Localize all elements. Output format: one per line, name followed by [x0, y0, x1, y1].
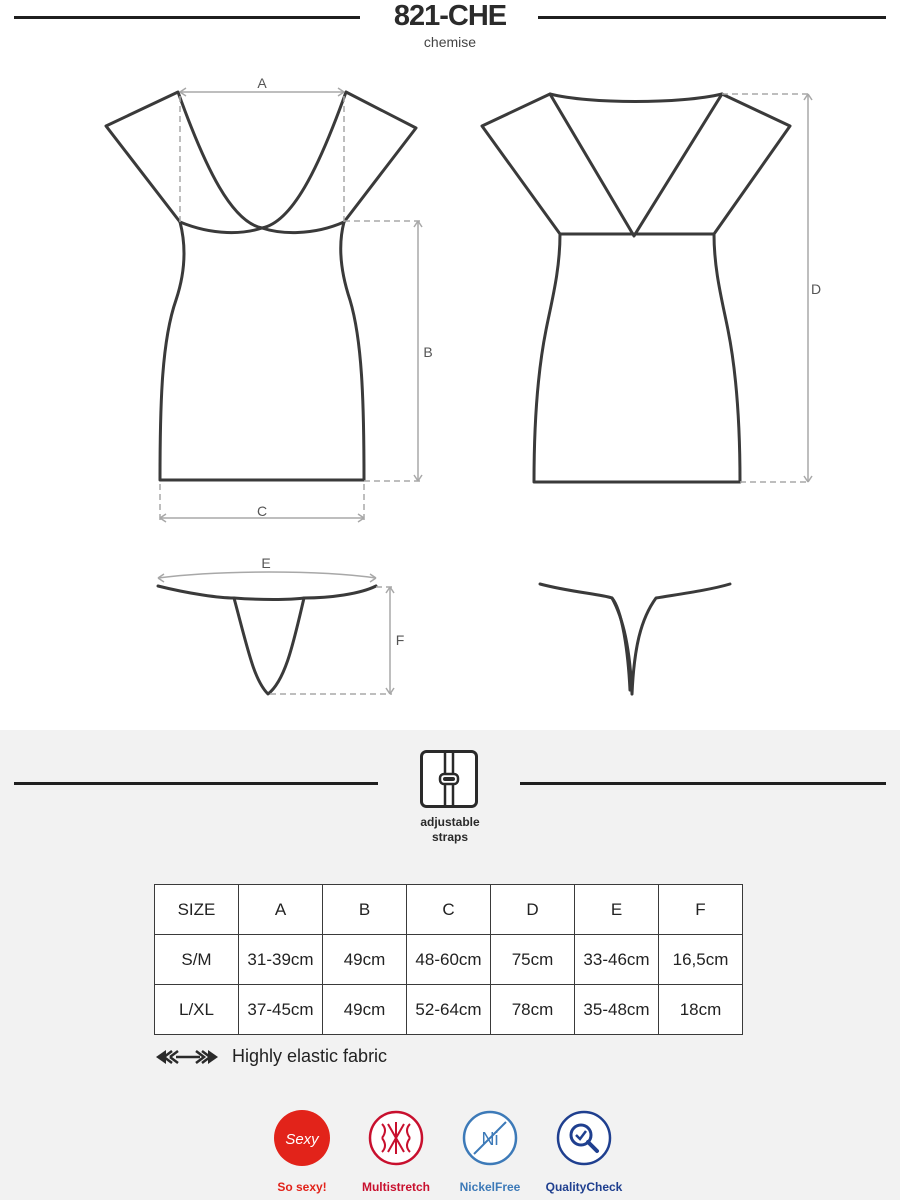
- front-dimension-lines: [160, 88, 422, 522]
- table-header-cell: A: [239, 885, 323, 935]
- dim-label-c: C: [256, 503, 268, 519]
- table-cell: 52-64cm: [407, 985, 491, 1035]
- dim-label-d: D: [810, 281, 822, 297]
- quality-check-icon: [556, 1110, 612, 1166]
- table-cell: 18cm: [659, 985, 743, 1035]
- table-cell: 37-45cm: [239, 985, 323, 1035]
- adjustable-straps-icon: [420, 750, 478, 808]
- nickel-free-icon: [462, 1110, 518, 1166]
- table-header-cell: D: [491, 885, 575, 935]
- table-cell: 33-46cm: [575, 935, 659, 985]
- table-cell: 31-39cm: [239, 935, 323, 985]
- table-header-cell: B: [323, 885, 407, 935]
- table-header-row: [155, 885, 743, 935]
- badge-label: NickelFree: [459, 1180, 521, 1194]
- multistretch-icon: [368, 1110, 424, 1166]
- badge-label: So sexy!: [277, 1180, 327, 1194]
- elastic-text: Highly elastic fabric: [232, 1046, 388, 1066]
- table-cell: 78cm: [491, 985, 575, 1035]
- table-cell: 49cm: [323, 935, 407, 985]
- feature-label-line1: adjustable: [420, 815, 480, 829]
- size-table: [154, 884, 743, 1035]
- table-cell: 16,5cm: [659, 935, 743, 985]
- thong-front-drawing: [158, 586, 376, 694]
- feature-rule-left: [14, 782, 378, 785]
- product-code: 821-CHE: [393, 0, 507, 32]
- product-type: chemise: [423, 34, 477, 50]
- feature-label-line2: straps: [431, 830, 469, 844]
- badge-qualitycheck: [524, 1110, 644, 1194]
- sexy-icon-text: Sexy: [285, 1131, 319, 1148]
- table-cell: 49cm: [323, 985, 407, 1035]
- thong-back-drawing: [540, 584, 730, 694]
- table-header-cell: E: [575, 885, 659, 935]
- adjustable-straps-label: [390, 815, 510, 845]
- table-cell: 75cm: [491, 935, 575, 985]
- stretch-arrows-icon: [154, 1047, 220, 1067]
- back-dimension-lines: [722, 94, 812, 482]
- dim-label-a: A: [257, 75, 267, 91]
- table-cell: S/M: [155, 935, 239, 985]
- table-row: [155, 935, 743, 985]
- dim-label-e: E: [261, 555, 271, 571]
- table-header-cell: SIZE: [155, 885, 239, 935]
- table-cell: L/XL: [155, 985, 239, 1035]
- sexy-icon: [274, 1110, 330, 1166]
- table-cell: 35-48cm: [575, 985, 659, 1035]
- badge-label: QualityCheck: [545, 1180, 623, 1194]
- chemise-back-drawing: [482, 94, 790, 482]
- elastic-note: [154, 1046, 387, 1067]
- dim-label-f: F: [395, 632, 405, 648]
- table-header-cell: F: [659, 885, 743, 935]
- table-cell: 48-60cm: [407, 935, 491, 985]
- table-row: [155, 985, 743, 1035]
- chemise-front-drawing: [106, 92, 416, 480]
- dim-label-b: B: [423, 344, 433, 360]
- feature-rule-right: [520, 782, 886, 785]
- badge-label: Multistretch: [361, 1180, 430, 1194]
- nickel-icon-text: Ni: [481, 1129, 499, 1149]
- table-header-cell: C: [407, 885, 491, 935]
- thong-dimension-lines: [158, 572, 394, 694]
